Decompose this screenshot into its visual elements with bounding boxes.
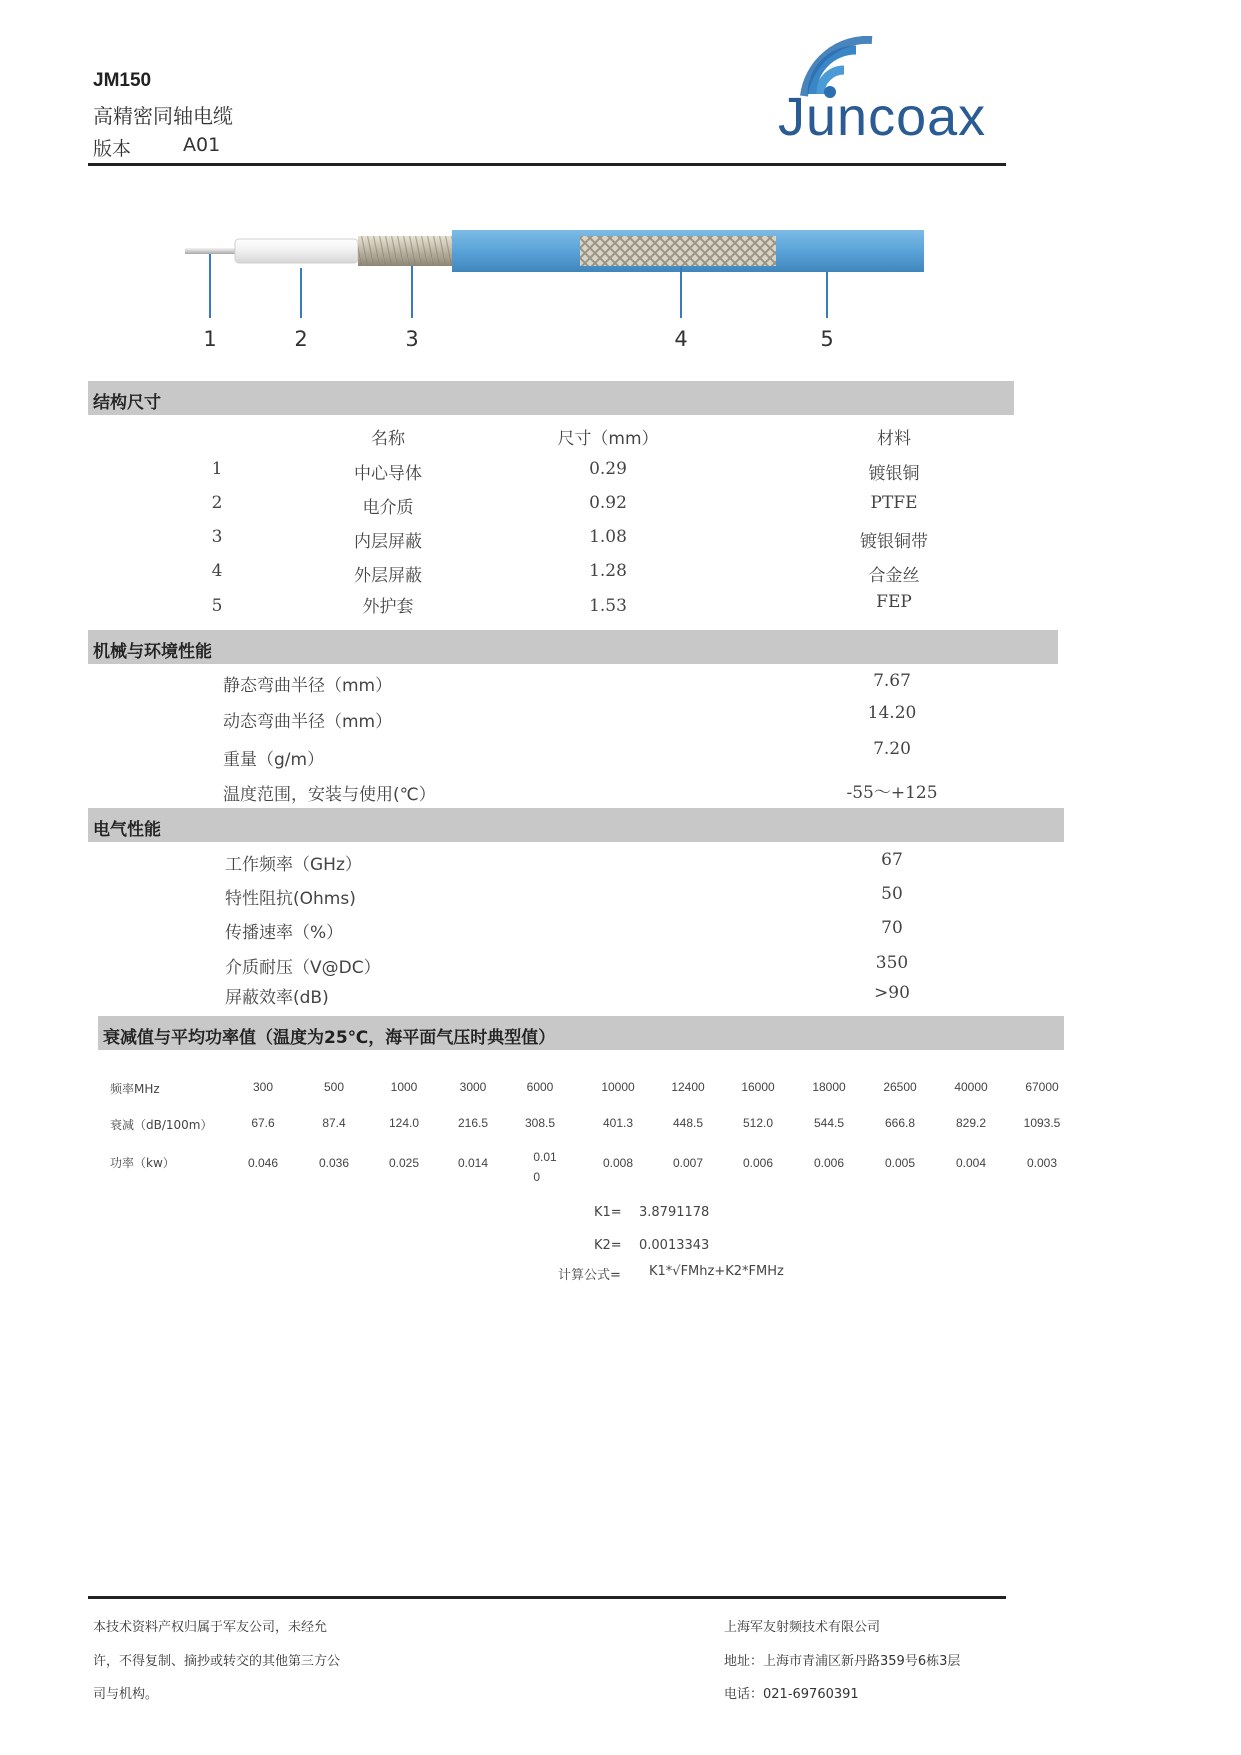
calc-label: 计算公式= <box>558 1268 621 1283</box>
power-cell: 0.046 <box>247 1156 279 1170</box>
spec-label: 动态弯曲半径（mm） <box>223 712 393 732</box>
freq-row-label: 频率MHz <box>110 1082 160 1096</box>
power-row-label: 功率（kw） <box>110 1156 175 1170</box>
header-divider <box>88 163 1006 166</box>
row-no: 4 <box>211 561 223 581</box>
spec-label: 屏蔽效率(dB) <box>225 988 329 1008</box>
callout-line-4 <box>680 266 682 318</box>
freq-cell: 26500 <box>883 1080 917 1094</box>
center-conductor <box>185 248 240 254</box>
atten-row-label: 衰减（dB/100m） <box>110 1118 213 1132</box>
copyright-line: 司与机构。 <box>93 1687 159 1702</box>
product-subtitle: 高精密同轴电缆 <box>93 104 233 128</box>
row-name: 内层屏蔽 <box>354 532 422 552</box>
section-header-structure <box>88 381 1014 415</box>
power-cell: 0.006 <box>742 1156 774 1170</box>
k2-label: K2= <box>594 1238 622 1253</box>
section-header-electrical <box>88 808 1064 842</box>
power-cell: 0.008 <box>602 1156 634 1170</box>
atten-cell: 666.8 <box>884 1116 916 1130</box>
row-size: 1.08 <box>589 527 627 547</box>
atten-cell: 67.6 <box>251 1116 275 1130</box>
power-cell-part: 0 <box>533 1170 541 1184</box>
atten-cell: 544.5 <box>813 1116 845 1130</box>
row-size: 1.28 <box>589 561 627 581</box>
spec-value: 14.20 <box>867 703 917 723</box>
spec-label: 温度范围，安装与使用(℃） <box>223 785 436 805</box>
row-material: 镀银铜 <box>868 464 920 484</box>
section-header-mechanical <box>88 630 1058 664</box>
spec-value: 7.67 <box>873 671 911 691</box>
atten-cell: 1093.5 <box>1023 1116 1061 1130</box>
callout-line-1 <box>209 254 211 318</box>
row-name: 电介质 <box>362 498 414 518</box>
section-title: 结构尺寸 <box>93 393 161 413</box>
section-title: 机械与环境性能 <box>93 642 212 662</box>
atten-cell: 829.2 <box>955 1116 987 1130</box>
spec-value: 350 <box>875 953 909 973</box>
freq-cell: 18000 <box>812 1080 846 1094</box>
copyright-line: 许，不得复制、摘抄或转交的其他第三方公 <box>93 1654 341 1669</box>
callout-line-5 <box>826 272 828 318</box>
atten-cell: 401.3 <box>602 1116 634 1130</box>
row-no: 3 <box>211 527 223 547</box>
row-no: 5 <box>211 596 223 616</box>
spec-value: 70 <box>881 918 903 938</box>
spec-label: 工作频率（GHz） <box>225 855 362 875</box>
power-cell: 0.036 <box>318 1156 350 1170</box>
callout-number: 4 <box>674 327 688 351</box>
footer-divider <box>88 1596 1006 1599</box>
spec-value: 7.20 <box>873 739 911 759</box>
spec-label: 介质耐压（V@DC） <box>225 958 381 978</box>
power-cell: 0.014 <box>457 1156 489 1170</box>
version-value: A01 <box>183 134 221 156</box>
power-cell: 0.004 <box>955 1156 987 1170</box>
freq-cell: 3000 <box>459 1080 487 1094</box>
spec-value: -55～+125 <box>846 783 938 803</box>
row-material: 合金丝 <box>868 566 920 586</box>
freq-cell: 500 <box>323 1080 345 1094</box>
row-no: 2 <box>211 493 223 513</box>
spec-label: 传播速率（%） <box>225 923 344 943</box>
k1-value: 3.8791178 <box>639 1205 710 1220</box>
spec-value: 67 <box>881 850 903 870</box>
product-model: JM150 <box>93 70 152 91</box>
atten-cell: 124.0 <box>388 1116 420 1130</box>
section-header-attenuation <box>98 1016 1064 1050</box>
power-cell: 0.007 <box>672 1156 704 1170</box>
atten-cell: 308.5 <box>524 1116 556 1130</box>
callout-number: 5 <box>820 327 834 351</box>
callout-number: 2 <box>294 327 308 351</box>
spec-label: 特性阻抗(Ohms) <box>225 889 356 909</box>
spec-value: 50 <box>881 884 903 904</box>
row-name: 外护套 <box>362 597 414 617</box>
atten-cell: 87.4 <box>322 1116 346 1130</box>
row-material: 镀银铜带 <box>860 532 928 552</box>
col-header-material: 材料 <box>877 429 911 449</box>
row-no: 1 <box>211 459 223 479</box>
k1-label: K1= <box>594 1205 622 1220</box>
power-cell-part: 0.01 <box>533 1150 557 1164</box>
calc-value: K1*√FMhz+K2*FMHz <box>649 1264 784 1279</box>
power-cell: 0.006 <box>813 1156 845 1170</box>
logo-text: Juncoax <box>778 87 987 147</box>
power-cell: 0.025 <box>388 1156 420 1170</box>
company-phone: 电话：021-69760391 <box>724 1687 859 1702</box>
spec-label: 静态弯曲半径（mm） <box>223 676 393 696</box>
freq-cell: 16000 <box>741 1080 775 1094</box>
power-cell: 0.005 <box>884 1156 916 1170</box>
spec-label: 重量（g/m） <box>223 750 325 770</box>
outer-braid-window <box>580 236 776 266</box>
freq-cell: 67000 <box>1025 1080 1059 1094</box>
row-size: 0.29 <box>589 459 627 479</box>
freq-cell: 40000 <box>954 1080 988 1094</box>
section-title: 电气性能 <box>93 820 161 840</box>
row-size: 1.53 <box>589 596 627 616</box>
k2-value: 0.0013343 <box>639 1238 710 1253</box>
copyright-line: 本技术资料产权归属于军友公司，未经允 <box>93 1620 328 1635</box>
row-size: 0.92 <box>589 493 627 513</box>
atten-cell: 448.5 <box>672 1116 704 1130</box>
dielectric <box>235 239 358 263</box>
row-name: 中心导体 <box>354 464 422 484</box>
atten-cell: 216.5 <box>457 1116 489 1130</box>
freq-cell: 12400 <box>671 1080 705 1094</box>
row-name: 外层屏蔽 <box>354 566 422 586</box>
row-material: FEP <box>876 592 912 612</box>
power-cell-wrapped <box>533 1147 556 1187</box>
callout-number: 3 <box>405 327 419 351</box>
col-header-size: 尺寸（mm） <box>557 429 659 449</box>
row-material: PTFE <box>870 493 918 513</box>
callout-line-3 <box>411 266 413 318</box>
version-label: 版本 <box>93 138 132 160</box>
callout-line-2 <box>300 268 302 318</box>
atten-cell: 512.0 <box>742 1116 774 1130</box>
freq-cell: 6000 <box>526 1080 554 1094</box>
company-name: 上海军友射频技术有限公司 <box>724 1620 881 1635</box>
freq-cell: 1000 <box>390 1080 418 1094</box>
freq-cell: 300 <box>252 1080 274 1094</box>
section-title: 衰减值与平均功率值（温度为25℃，海平面气压时典型值） <box>103 1028 556 1048</box>
power-cell: 0.003 <box>1026 1156 1058 1170</box>
company-address: 地址：上海市青浦区新丹路359号6栋3层 <box>724 1654 961 1669</box>
callout-number: 1 <box>203 327 217 351</box>
col-header-name: 名称 <box>371 429 405 449</box>
spec-value: >90 <box>874 983 910 1003</box>
freq-cell: 10000 <box>601 1080 635 1094</box>
